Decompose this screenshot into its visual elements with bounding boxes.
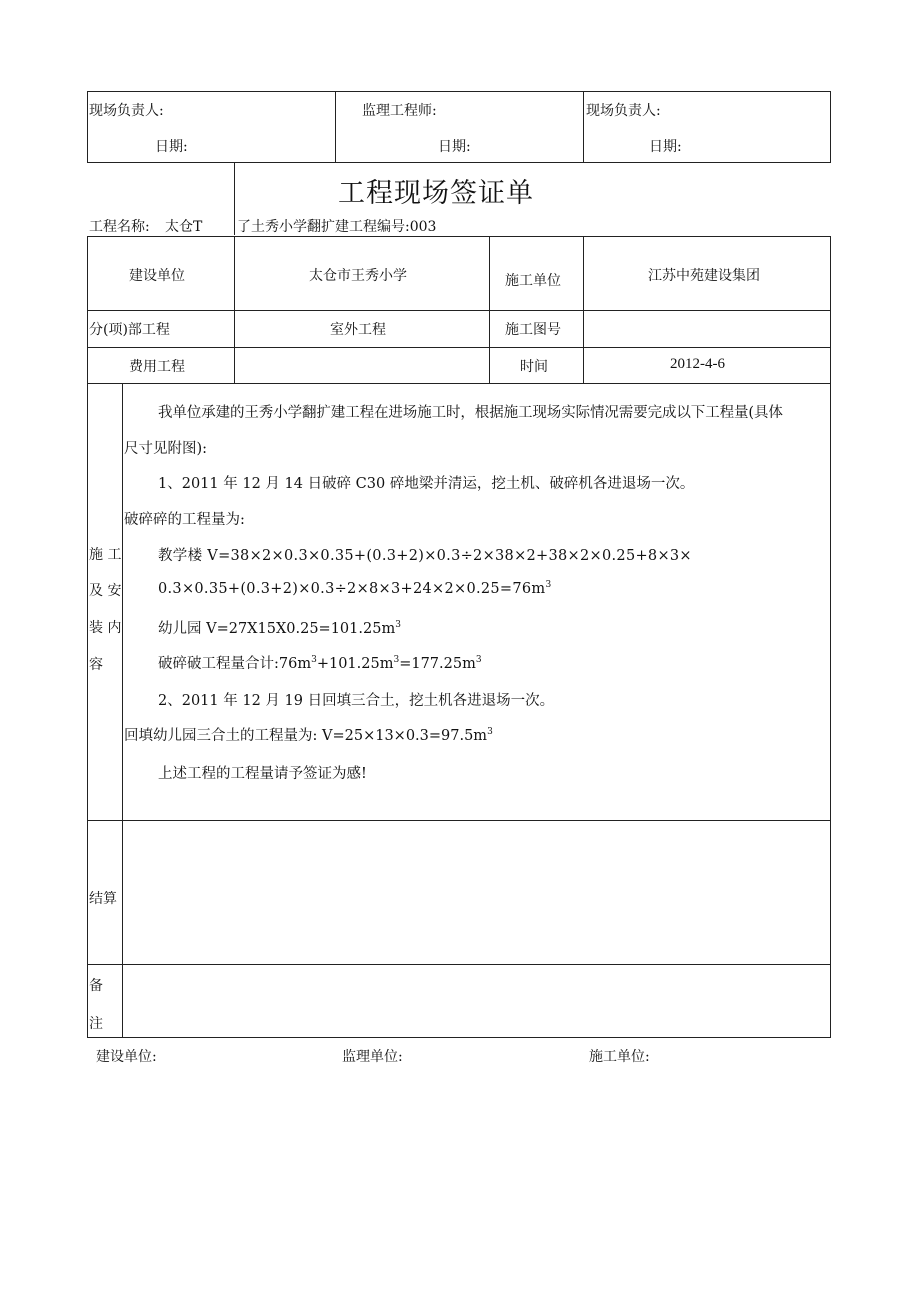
project-number-label: 编号: <box>377 219 410 235</box>
sub-project-value: 室外工程 <box>330 322 386 338</box>
date-label-2: 日期: <box>438 139 471 155</box>
remark-label-line-2: 注 <box>89 1016 103 1032</box>
time-value: 2012-4-6 <box>670 356 725 372</box>
content-paragraph-1b: 尺寸见附图): <box>124 441 208 457</box>
side-label-line-3: 装 内 <box>89 620 122 636</box>
date-label-3: 日期: <box>649 139 682 155</box>
drawing-number-label: 施工图号 <box>505 322 561 338</box>
content-breaking-quantity-heading: 破碎碎的工程量为: <box>124 512 245 528</box>
project-name-value-a: 太仓T <box>165 219 203 235</box>
project-name-underlined <box>237 216 436 237</box>
site-manager-label-1: 现场负责人: <box>89 103 164 119</box>
page-title: 工程现场签证单 <box>338 178 534 209</box>
content-paragraph-1a: 我单位承建的王秀小学翻扩建工程在进场施工时，根据施工现场实际情况需要完成以下工程量(具体 <box>158 405 783 421</box>
project-name-value-b: 了土秀小学翻扩建工程 <box>237 219 377 235</box>
side-label-line-2: 及 安 <box>89 583 122 599</box>
footer-construct-unit: 施工单位: <box>589 1049 650 1065</box>
sub-project-label: 分(项)部工程 <box>89 322 170 338</box>
footer-build-unit: 建设单位: <box>96 1049 157 1065</box>
build-unit-label: 建设单位 <box>129 268 185 284</box>
side-label-line-4: 容 <box>89 657 103 673</box>
content-formula-school-a: 教学楼 V=38×2×0.3×0.35+(0.3+2)×0.3÷2×38×2+38×2×0.25+8×3× <box>158 548 692 564</box>
construct-unit-label: 施工单位 <box>505 273 561 289</box>
project-name-label: 工程名称: <box>89 219 150 235</box>
content-breaking-total: 破碎破工程量合计$:76m^3+101.25m^3=177.25m^3$ <box>158 655 482 672</box>
supervisor-engineer-label: 监理工程师: <box>362 103 437 119</box>
content-closing-request: 上述工程的工程量请予签证为感! <box>158 766 367 782</box>
side-label-line-1: 施 工 <box>89 547 122 563</box>
cost-project-label: 费用工程 <box>129 359 185 375</box>
content-formula-school-b: $0.3\times 0.35+(0.3+2)\times 0.3\div 2\times 8\times 3+24\times 2\times 0.25=76m^3$ <box>158 580 552 597</box>
date-label-1: 日期: <box>155 139 188 155</box>
time-label: 时间 <box>520 359 548 375</box>
content-backfill-quantity: 回填幼儿园三合土的工程量为: $V=25\times 13\times 0.3=97.5m^3$ <box>124 727 493 744</box>
build-unit-value: 太仓市王秀小学 <box>309 268 407 284</box>
construct-unit-value: 江苏中苑建设集团 <box>648 268 760 284</box>
project-number-value: 003 <box>409 219 437 235</box>
settlement-label: 结算 <box>89 891 117 907</box>
content-formula-kindergarten: 幼儿园 $V=27X15X0.25=101.25m^3$ <box>158 620 401 637</box>
footer-supervisor-unit: 监理单位: <box>342 1049 403 1065</box>
content-item-2: 2、2011 年 12 月 19 日回填三合土，挖土机各进退场一次。 <box>158 693 555 709</box>
content-item-1: 1、2011 年 12 月 14 日破碎 C30 碎地梁并清运，挖土机、破碎机各进退场一次。 <box>158 476 695 492</box>
site-manager-label-2: 现场负责人: <box>586 103 661 119</box>
remark-label-line-1: 备 <box>89 978 103 994</box>
